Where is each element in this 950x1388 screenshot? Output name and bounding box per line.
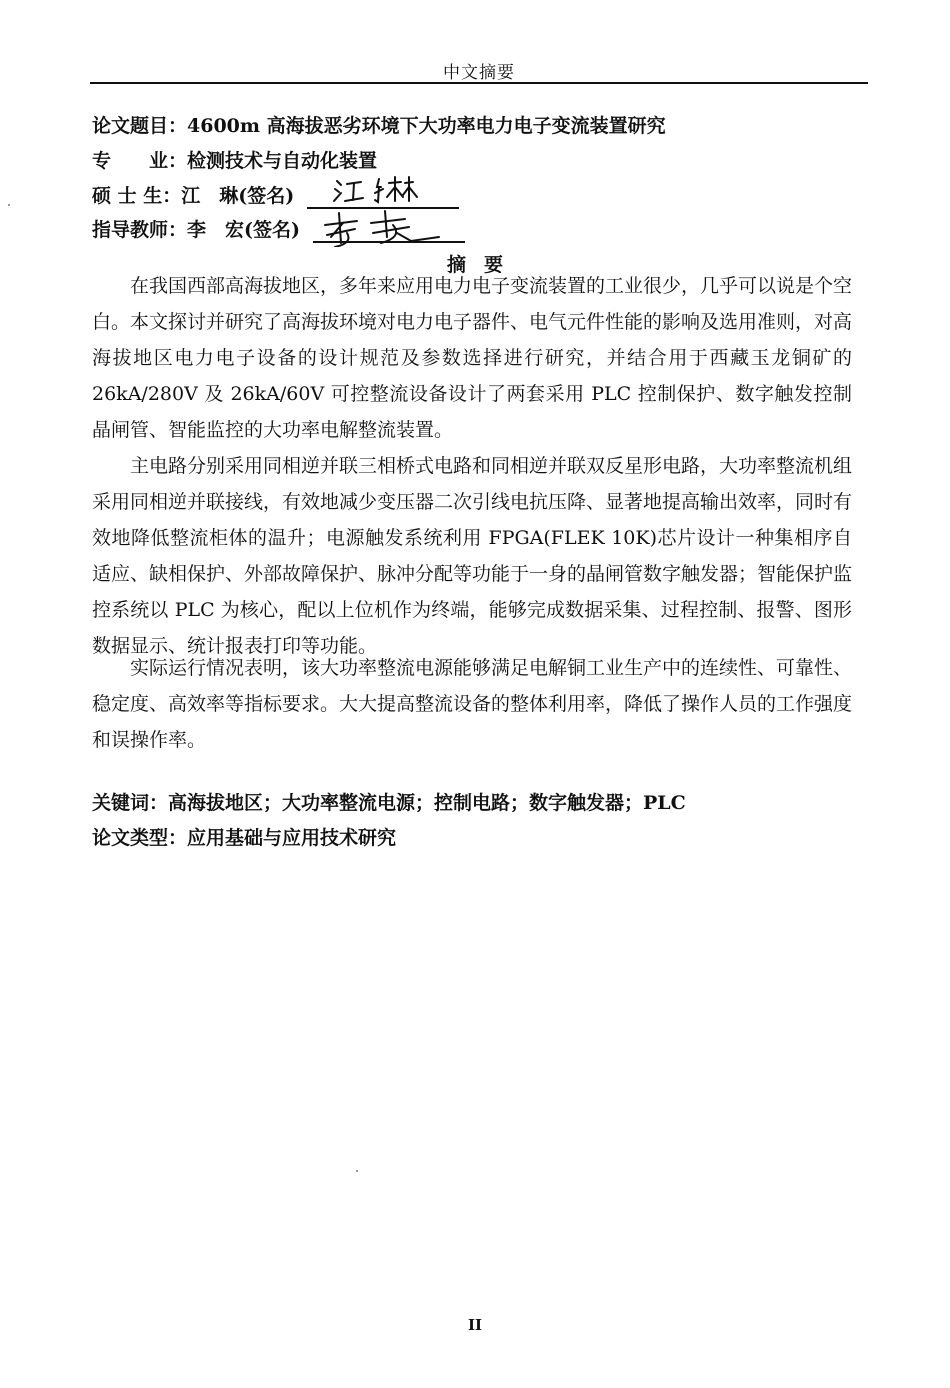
thesis-title-label: 论文题目： (92, 115, 188, 137)
student-label: 硕 士 生： (92, 185, 182, 207)
scan-speck (8, 204, 10, 206)
student-name: 江 琳(签名) (181, 185, 295, 207)
advisor-label: 指导教师： (92, 219, 188, 241)
page-header: 中文摘要 (443, 63, 515, 83)
student-row (92, 181, 459, 207)
advisor-row (92, 215, 465, 241)
thesis-type-value: 应用基础与应用技术研究 (187, 827, 397, 849)
thesis-type-row (92, 823, 396, 853)
abstract-paragraph-3: 实际运行情况表明，该大功率整流电源能够满足电解铜工业生产中的连续性、可靠性、稳定度、高效率等指标要求。大大提高整流设备的整体利用率，降低了操作人员的工作强度和误操作率。 (92, 657, 853, 751)
abstract-title: 摘要 (446, 254, 521, 276)
page-number: II (467, 1316, 483, 1334)
student-signature (307, 181, 459, 209)
abstract-paragraph-1: 在我国西部高海拔地区，多年来应用电力电子变流装置的工业很少，几乎可以说是个空白。本文探讨并研究了高海拔环境对电力电子器件、电气元件性能的影响及选用准则，对高海拔地区电力电子设备的设计规范及参数选择进行研究，并结合用于西藏玉龙铜矿的 26kA/280V 及 26kA/60V 可控整流设备设计了两套采用 PLC 控制保护、数字触发控制晶闸管、智能监控的大功率电解整流装置。 (92, 275, 853, 441)
major-value: 检测技术与自动化装置 (187, 150, 378, 172)
keywords-label: 关键词： (92, 792, 169, 814)
major-row (92, 148, 377, 174)
advisor-signature (313, 215, 465, 243)
scan-speck (356, 1170, 358, 1172)
thesis-title-row (92, 113, 666, 139)
major-label: 专 业： (92, 150, 188, 172)
keywords-value: 高海拔地区；大功率整流电源；控制电路；数字触发器；PLC (168, 792, 686, 814)
student-signature-icon (307, 173, 459, 207)
thesis-title: 4600m 高海拔恶劣环境下大功率电力电子变流装置研究 (187, 115, 666, 137)
advisor-name: 李 宏(签名) (187, 219, 300, 241)
thesis-type-label: 论文类型： (92, 827, 188, 849)
abstract-paragraph-2: 主电路分别采用同相逆并联三相桥式电路和同相逆并联双反星形电路，大功率整流机组采用同相逆并联接线，有效地减少变压器二次引线电抗压降、显著地提高输出效率，同时有效地降低整流柜体的温升；电源触发系统利用 FPGA(FLEK 10K)芯片设计一种集相序自适应、缺相保护、外部故障保护、脉冲分配等功能于一身的晶闸管数字触发器；智能保护监控系统以 PLC 为核心，配以上位机作为终端，能够完成数据采集、过程控制、报警、图形数据显示、统计报表打印等功能。 (92, 455, 853, 657)
header-rule (90, 82, 868, 84)
advisor-signature-icon (313, 207, 465, 247)
keywords-row (92, 788, 686, 818)
